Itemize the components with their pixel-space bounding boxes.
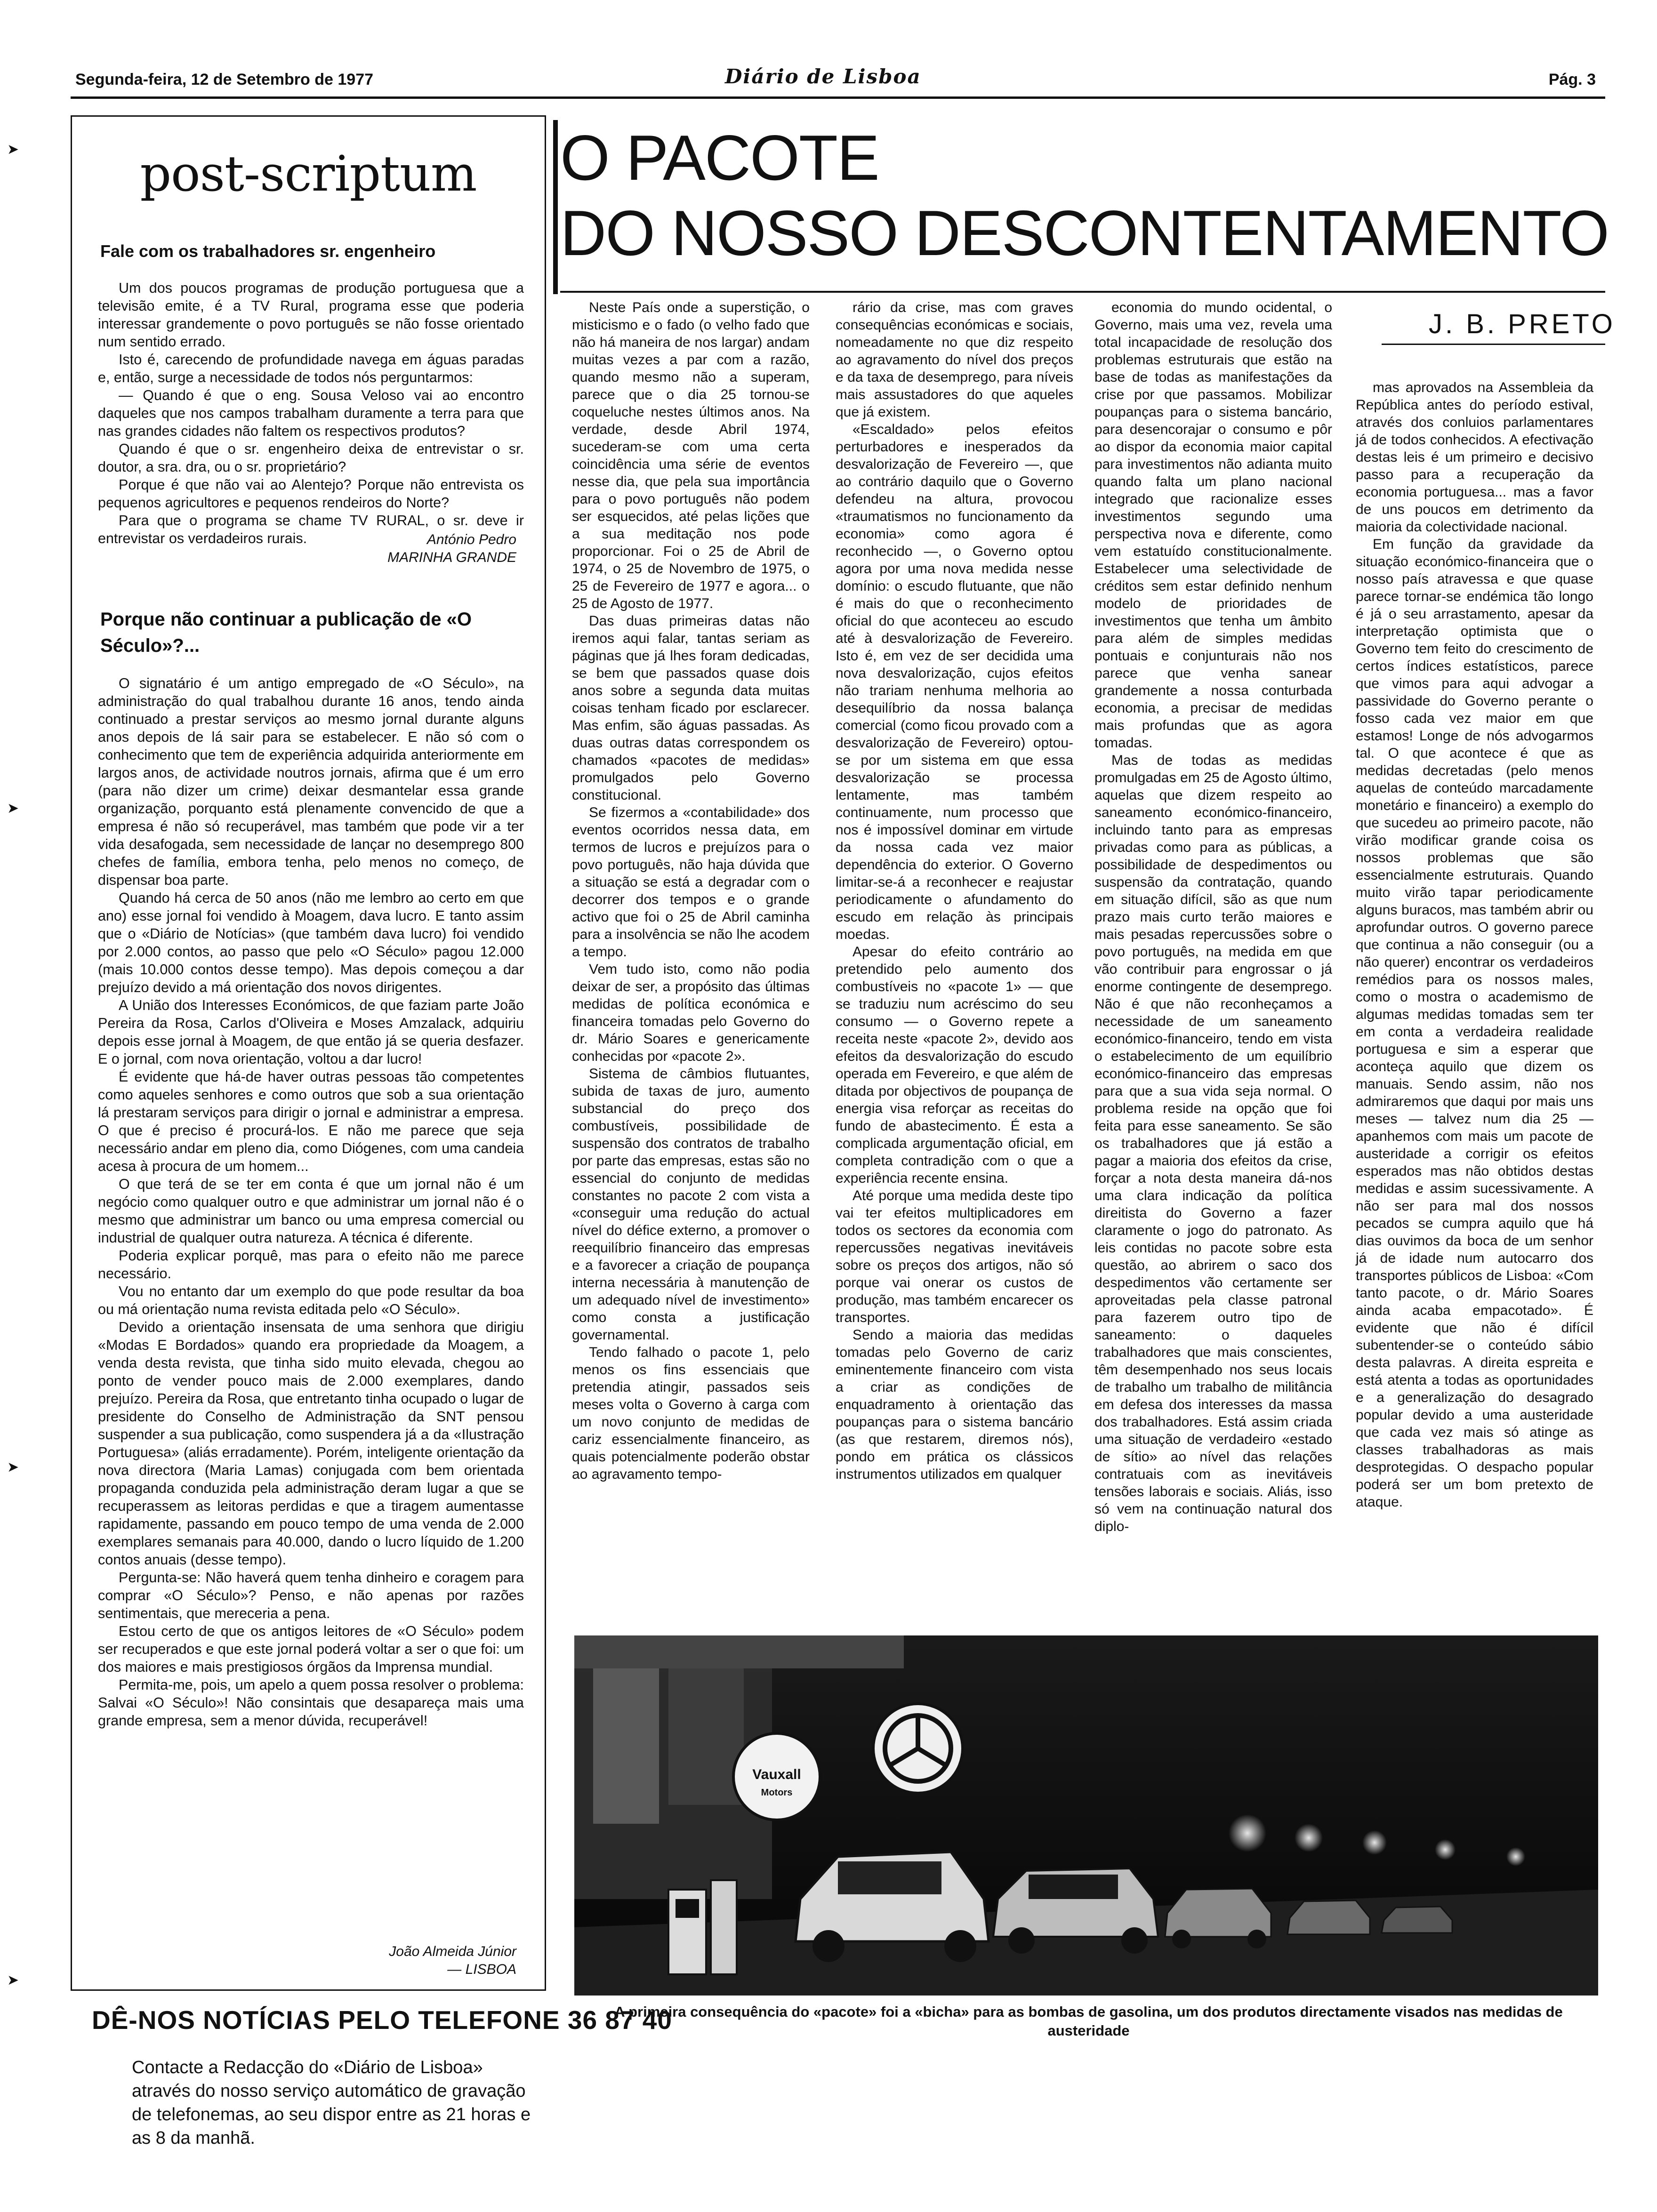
article-author: J. B. PRETO xyxy=(1429,309,1616,339)
paragraph: Vem tudo isto, como não podia deixar de ser, a propósito das últimas medidas de política económica e financeira tomadas pelo Governo do dr. Mário Soares e genericamente conhecidas por «pacote 2». xyxy=(572,962,810,1064)
paragraph: Em função da gravidade da situação económico-financeira que o nosso país atravessa e que quase parece tornar-se endémica tão longo é já o seu arrastamento, apesar da interpretação optimista que o Governo tem feito do crescimento de certos índices estatísticos, parece que vimos para aqui advogar a passividade do Governo perante o fosso cada vez maior em que estamos! Longe de nós advogarmos tal. O que acontece é que as medidas decretadas (pelo menos aquelas de conteúdo marcadamente monetário e financeiro) a exemplo do que sucedeu ao primeiro pacote, não virão modificar grande coisa os nossos problemas que são essencialmente estruturais. Quando muito virão tapar periodicamente alguns buracos, mas também abrir ou aprofundar outros. O governo parece que continua a não conseguir (ou a não querer) encontrar os verdadeiros remédios para os nossos males, como o mostra o academismo de algumas medidas tomadas sem ter em conta a verdadeira realidade portuguesa e sim a esperar que aconteça aquilo que dizem os manuais. Sendo assim, não nos admiraremos que daqui por mais uns meses — talvez num dia 25 — apanhemos com mais um pacote de austeridade a corrigir os efeitos esperados mas não obtidos destas medidas e assim sucessivamente. A não ser para mal dos nossos pecados se cumpra aquilo que há dias ouvimos da boca de um senhor já de idade num autocarro dos transportes públicos de Lisboa: «Com tanto pacote, o dr. Mário Soares ainda acaba empacotado». É evidente que não é difícil subentender-se o conteúdo sábio desta palavras. A direita espreita e está atenta a todas as oportunidades e a generalização do desagrado popular devido a uma austeridade que cada vez mais só atinge as classes trabalhadoras as mais desprotegidas. O despacho popular poderá ser um bom pretexto de ataque. xyxy=(1356,537,1593,1510)
paragraph: Apesar do efeito contrário ao pretendido pelo aumento dos combustíveis no «pacote 1» — que se traduziu num acréscimo do seu consumo — o Governo repete a receita neste «pacote 2», devido aos efeitos da desvalorização do escudo operada em Fevereiro, e que além de ditada por objectivos de poupança de energia visa reforçar as receitas do fundo de abastecimento. É esta a complicada argumentação oficial, em completa contradição com o que a experiência recente ensina. xyxy=(836,944,1073,1186)
paragraph: Para que o programa se chame TV RURAL, o sr. deve ir entrevistar os verdadeiros rurais. xyxy=(98,513,524,546)
letter-signature xyxy=(389,1943,516,1979)
header-rule xyxy=(71,96,1605,99)
paragraph: Tendo falhado o pacote 1, pelo menos os fins essenciais que pretendia atingir, passados seis meses volta o Governo à carga com um novo conjunto de medidas de cariz essencialmente financeiro, as quais potencialmente poderão obstar ao agravamento tempo- xyxy=(572,1345,810,1482)
postscriptum-subhead: Fale com os trabalhadores sr. engenheiro xyxy=(100,241,436,261)
postscriptum-title: post-scriptum xyxy=(140,145,477,202)
paragraph: economia do mundo ocidental, o Governo, mais uma vez, revela uma total incapacidade de resolução dos problemas estruturais que estão na base de todas as manifestações da crise por que passamos. Mobilizar poupanças para o sistema bancário, para desencorajar o consumo e pôr ao dispor da economia maior capital para investimentos não adianta muito quando falta um plano nacional integrado que racionalize esses investimentos segundo uma perspectiva nova e diferente, como vem estatuído constitucionalmente. Estabelecer uma selectividade de créditos sem estar definido nenhum modelo de prioridades de investimentos que tenha um âmbito para além de simples medidas pontuais e conjunturais não nos parece que venha sanear grandemente a nossa conturbada economia, a precisar de medidas mais profundas que as agora tomadas. xyxy=(1094,300,1332,751)
paragraph: A União dos Interesses Económicos, de que faziam parte João Pereira da Rosa, Carlos d'Oliveira e Moses Amzalack, adquiriu depois esse jornal à Moagem, de que então já se queria desfazer. E o jornal, com nova orientação, voltou a dar lucro! xyxy=(98,997,524,1067)
article-title-line: DO NOSSO DESCONTENTAMENTO xyxy=(560,197,1609,269)
paragraph: — Quando é que o eng. Sousa Veloso vai ao encontro daqueles que nos campos trabalham duramente a terra para que nas grandes cidades não faltem os respectivos produtos? xyxy=(98,387,524,439)
contact-body: Contacte a Redacção do «Diário de Lisboa» através do nosso serviço automático de gravação de telefonemas, ao seu dispor entre as 21 horas e as 8 da manhã. xyxy=(132,2058,531,2148)
paragraph: Quando é que o sr. engenheiro deixa de entrevistar o sr. doutor, a sra. dra, ou o sr. proprietário? xyxy=(98,441,524,475)
article-photo xyxy=(574,1635,1598,1996)
paragraph: «Escaldado» pelos efeitos perturbadores e inesperados da desvalorização de Fevereiro —, que ao contrário daquilo que o Governo defendeu na altura, provocou «traumatismos no funcionamento da economia» como agora é reconhecido —, o Governo optou agora por uma nova medida nesse domínio: o escudo flutuante, que não é mais do que o reconhecimento oficial do que aconteceu ao escudo até à desvalorização de Fevereiro. Isto é, em vez de ser decidida uma nova desvalorização, cujos efeitos não trariam nenhuma melhoria ao desequilíbrio da nossa balança comercial (como ficou provado com a desvalorização de Fevereiro) optou-se por um sistema em que essa desvalorização se processa lentamente, mas também continuamente, num processo que nos é impossível dominar em virtude da nossa cada vez maior dependência do exterior. O Governo limitar-se-á a reconhecer e reajustar periodicamente o afundamento do escudo em relação às principais moedas. xyxy=(836,422,1073,942)
paragraph: Porque é que não vai ao Alentejo? Porque não entrevista os pequenos agricultores e pequenos rendeiros do Norte? xyxy=(98,477,524,511)
paragraph: Devido a orientação insensata de uma senhora que dirigiu «Modas E Bordados» quando era propriedade da Moagem, a venda desta revista, que tinha sido muito elevada, chegou ao ponto de vender pouco mais de 2.000 exemplares, dando prejuízo. Pereira da Rosa, que entretanto tinha ocupado o lugar de presidente do Conselho de Administração da SNT pensou suspender a sua publicação, como suspendera já a da «Ilustração Portuguesa» (aliás erradamente). Porém, inteligente orientação da nova directora (Maria Lamas) conjugada com bem orientada propaganda conduzida pela administração deram lugar a que se recuperassem as leitoras perdidas e que a tiragem aumentasse rapidamente, passando em pouco tempo de uma venda de 2.000 exemplares semanais para 40.000, dando o lucro líquido de 1.200 contos anuais (desse tempo). xyxy=(98,1319,524,1568)
paragraph: Até porque uma medida deste tipo vai ter efeitos multiplicadores em todos os sectores da economia com repercussões negativas inevitáveis sobre os preços dos artigos, não só porque vai onerar os custos de produção, mas também encarecer os transportes. xyxy=(836,1188,1073,1325)
postscriptum-box xyxy=(71,115,546,1991)
paragraph: Poderia explicar porquê, mas para o efeito não me parece necessário. xyxy=(98,1248,524,1282)
paragraph: Sistema de câmbios flutuantes, subida de taxas de juro, aumento substancial do preço dos combustíveis, possibilidade de suspensão dos contratos de trabalho por parte das empresas, estas são no essencial do conjunto de medidas constantes no pacote 2 com vista a «conseguir uma redução do actual nível do défice externo, a promover o reequilíbrio financeiro das empresas e a favorecer a criação de poupança interna necessária à manutenção de um adequado nível de investimento» como consta a justificação governamental. xyxy=(572,1066,810,1343)
article-column-3 xyxy=(1094,299,1332,1617)
page-number: Pág. 3 xyxy=(1548,71,1596,88)
signature-name: João Almeida Júnior xyxy=(389,1944,516,1959)
signature-name: António Pedro xyxy=(426,532,516,547)
sign-text: Motors xyxy=(761,1787,793,1798)
paragraph: Permita-me, pois, um apelo a quem possa resolver o problema: Salvai «O Século»! Não consintais que desapareça mais uma grande empresa, sem a menor dúvida, recuperável! xyxy=(98,1677,524,1729)
masthead: Diário de Lisboa xyxy=(725,65,921,88)
paragraph: O signatário é um antigo empregado de «O Século», na administração do qual trabalhou durante 16 anos, tendo ainda continuado a prestar serviços ao mesmo jornal durante alguns anos depois de lá sair para se estabelecer. E não só com o conhecimento que tem de experiência adquirida anteriormente em largos anos, de actividade noutros jornais, afirma que é um erro (para não dizer um crime) deixar desmantelar essa grande organização, porquanto está plenamente convencido de que a empresa é não só recuperável, mas também que pode vir a ter vida desafogada, sem necessidade de lançar no desemprego 800 chefes de família, embora tenha, pelo menos no começo, de dispensar boa parte. xyxy=(98,675,524,888)
margin-mark: ➤ xyxy=(7,142,19,157)
letter-body xyxy=(98,674,524,2072)
paragraph: Das duas primeiras datas não iremos aqui falar, tantas seriam as páginas que já lhes foram dedicadas, se bem que passados quase dois anos sobre a segunda data muitas coisas tenham ficado por esclarecer. Mas enfim, são águas passadas. As duas outras datas correspondem os chamados «pacotes de medidas» promulgados pelo Governo constitucional. xyxy=(572,613,810,803)
signature-place: MARINHA GRANDE xyxy=(387,550,516,565)
title-bar xyxy=(553,120,558,294)
signature-place: — LISBOA xyxy=(447,1962,516,1977)
sign-text: Vauxall xyxy=(752,1767,801,1782)
paragraph: Vou no entanto dar um exemplo do que pode resultar da boa ou má orientação numa revista editada pelo «O Século». xyxy=(98,1283,524,1317)
paragraph: Se fizermos a «contabilidade» dos eventos ocorridos nessa data, em termos de lucros e prejuízos para o povo português, não haja dúvida que a situação se está a degradar com o decorrer dos tempos e o grande activo que foi o 25 de Abril caminha para a insolvência se não lhe acodem a tempo. xyxy=(572,805,810,960)
paragraph: mas aprovados na Assembleia da República antes do período estival, através dos conluios parlamentares já de todos conhecidos. A efectivação destas leis é um primeiro e decisivo passo para a recuperação da economia portuguesa... mas a favor de uns poucos em detrimento da maioria da colectividade nacional. xyxy=(1356,380,1593,535)
mercedes-star-icon xyxy=(873,1704,963,1793)
article-title xyxy=(560,120,1633,271)
photo-illustration xyxy=(574,1635,1598,1996)
article-title-line: O PACOTE xyxy=(560,122,879,193)
paragraph: Estou certo de que os antigos leitores de «O Século» podem ser recuperados e que este jornal poderá voltar a ser o que foi: um dos maiores e mais prestigiosos órgãos da Imprensa mundial. xyxy=(98,1623,524,1675)
letter-title: Porque não continuar a publicação de «O Século»?... xyxy=(100,609,472,656)
paragraph: rário da crise, mas com graves consequências económicas e sociais, nomeadamente no que diz respeito ao agravamento do nível dos preços e da taxa de desemprego, para níveis mais assustadores do que aqueles que já existem. xyxy=(836,300,1073,420)
margin-mark: ➤ xyxy=(7,1972,19,1988)
paragraph: Quando há cerca de 50 anos (não me lembro ao certo em que ano) esse jornal foi vendido à Moagem, dava lucro. E tanto assim que o «Diário de Notícias» (que também dava lucro) foi vendido por 2.000 contos, ao passo que pelo «O Século» pagou 12.000 (mais 10.000 contos desse tempo). Mas depois começou a dar prejuízo devido a má orientação dos novos dirigentes. xyxy=(98,890,524,995)
postscriptum-signature xyxy=(387,531,516,567)
margin-mark: ➤ xyxy=(7,1459,19,1475)
article-column-1 xyxy=(572,299,810,1617)
article-column-4 xyxy=(1356,379,1593,1617)
paragraph: Pergunta-se: Não haverá quem tenha dinheiro e coragem para comprar «O Século»? Penso, e não apenas por razões sentimentais, que mereceria a pena. xyxy=(98,1570,524,1621)
paragraph: Neste País onde a superstição, o misticismo e o fado (o velho fado que não há maneira de nos largar) andam muitas vezes a par com a razão, quando mesmo não a superam, parece que o dia 25 tornou-se coqueluche nestes últimos anos. Na verdade, desde Abril 1974, sucederam-se com uma certa coincidência uma série de eventos nesse dia, que pela sua importância para o povo português não podem ser esquecidos, até pelas lições que a sua meditação nos pode proporcionar. Foi o 25 de Abril de 1974, o 25 de Novembro de 1975, o 25 de Fevereiro de 1977 e agora... o 25 de Agosto de 1977. xyxy=(572,300,810,611)
car xyxy=(1287,1900,1370,1934)
issue-date: Segunda-feira, 12 de Setembro de 1977 xyxy=(75,71,374,88)
paragraph: Isto é, carecendo de profundidade navega em águas paradas e, então, surge a necessidade de todos nós perguntarmos: xyxy=(98,352,524,385)
paragraph: Mas de todas as medidas promulgadas em 25 de Agosto último, aquelas que dizem respeito ao saneamento económico-financeiro, incluindo tanto para as empresas privadas como para as públicas, a possibilidade de despedimentos ou suspensão da contratação, quando em situação difícil, são as que num prazo mais curto terão maiores e mais pesadas repercussões sobre o povo português, na medida em que vão contribuir para engrossar o já enorme contingente de desemprego. Não é que não reconheçamos a necessidade de um saneamento económico-financeiro, tendo em vista o estabelecimento de um equilíbrio económico-financeiro das empresas para que a sua vida seja normal. O problema reside na opção que foi feita para esse saneamento. Se são os trabalhadores que já estão a pagar a maioria dos efeitos da crise, forçar a nota desta maneira dá-nos uma clara indicação da política direitista do Governo a fazer claramente o jogo do patronato. As leis contidas no pacote sobre esta questão, ao abrirem o saco dos despedimentos vão certamente ser aproveitadas pela classe patronal para fazerem outro tipo de saneamento: o daqueles trabalhadores que mais conscientes, têm desempenhado nos seus locais de trabalho um trabalho de militância em defesa dos interesses da massa dos trabalhadores. Está assim criada uma situação de verdadeiro «estado de sítio» ao nível das relações contratuais com as inevitáveis tensões laborais e sociais. Aliás, isso só vem na continuação natural dos diplo- xyxy=(1094,753,1332,1534)
paragraph: Um dos poucos programas de produção portuguesa que a televisão emite, é a TV Rural, programa esse que poderia interessar grandemente o povo português se não fosse orientado num sentido errado. xyxy=(98,280,524,350)
title-rule xyxy=(560,291,1605,293)
author-rule xyxy=(1382,344,1605,345)
photo-caption: A primeira consequência do «pacote» foi a «bicha» para as bombas de gasolina, um dos produtos directamente visados nas medidas de austeridade xyxy=(614,2004,1563,2039)
article-column-2 xyxy=(836,299,1073,1617)
paragraph: Sendo a maioria das medidas tomadas pelo Governo de cariz eminentemente financeiro com vista a criar as condições de enquadramento à orientação das poupanças para o sistema bancário (as que restarem, diremos nós), pondo em prática os clássicos instrumentos utilizados em qualquer xyxy=(836,1327,1073,1482)
paragraph: É evidente que há-de haver outras pessoas tão competentes como aqueles senhores e como outros que sob a sua orientação lá prestaram serviços para dirigir o jornal e administrar a empresa. O que é preciso é procurá-los. E não me parece que seja necessário andar em pleno dia, como Diógenes, com uma candeia acesa à procura de um homem... xyxy=(98,1069,524,1174)
contact-title: DÊ-NOS NOTÍCIAS PELO TELEFONE 36 87 40 xyxy=(92,2005,672,2035)
paragraph: O que terá de se ter em conta é que um jornal não é um negócio como qualquer outro e que administrar um jornal não é o mesmo que administrar um banco ou uma empresa comercial ou industrial de qualquer outra natureza. A técnica é diferente. xyxy=(98,1176,524,1246)
margin-mark: ➤ xyxy=(7,801,19,816)
gas-pump xyxy=(668,1880,737,1974)
car xyxy=(1382,1907,1452,1933)
